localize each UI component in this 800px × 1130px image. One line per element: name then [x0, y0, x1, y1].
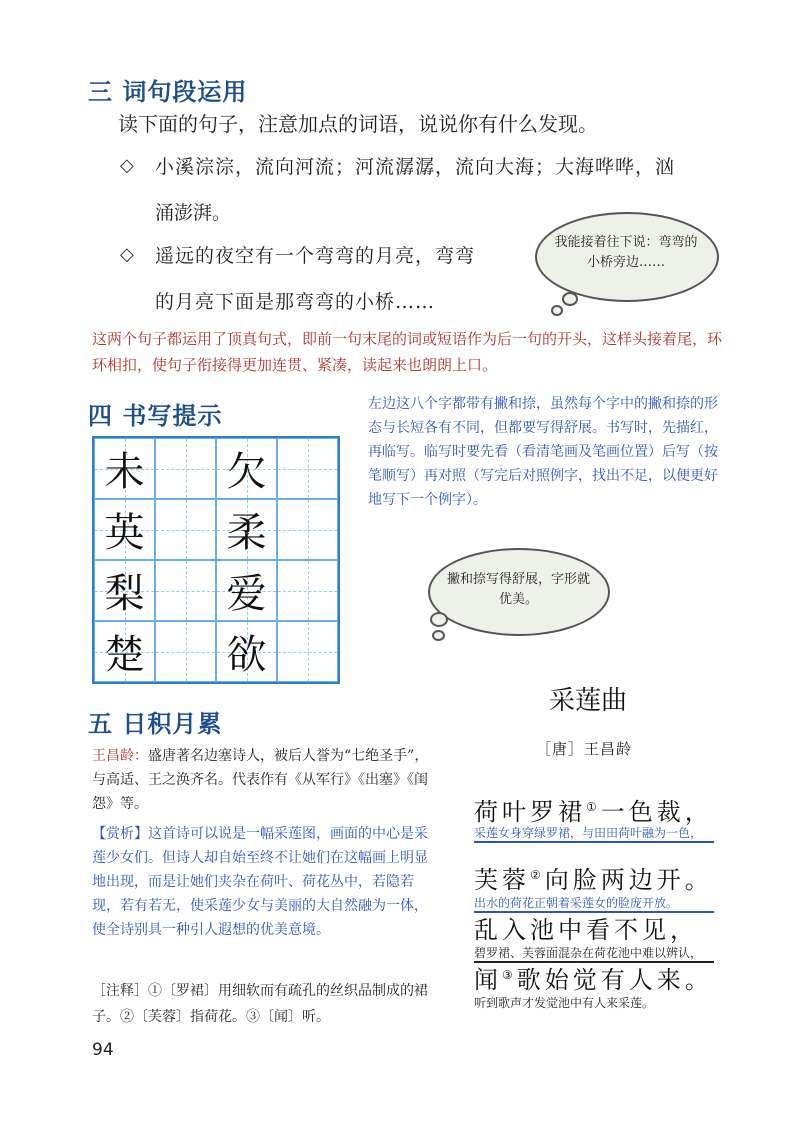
bubble-text: 我能接着往下说：弯弯的小桥旁边…… [554, 235, 698, 270]
bubble-tail-dot [432, 630, 445, 641]
poem-note-3: 碧罗裙、芙蓉面混杂在荷花池中难以辨认， [474, 944, 714, 963]
author-intro-block [92, 744, 432, 816]
appreciation-label: 【赏析】 [92, 826, 148, 842]
bubble-tail-dot [562, 292, 578, 306]
appreciation-block [92, 822, 432, 942]
sentence2-line2: 的月亮下面是那弯弯的小桥…… [155, 291, 436, 313]
poem-line-2 [474, 860, 713, 895]
bubble-tail-dot [551, 305, 563, 316]
footnote-marker: ① [586, 800, 601, 814]
poem-note-2: 出水的荷花正朝着采莲女的脸庞开放。 [474, 894, 714, 913]
author-intro: 盛唐著名边塞诗人，被后人誉为“七绝圣手”，与高适、王之涣齐名。代表作有《从军行》《出塞》《闺怨》等。 [92, 748, 429, 812]
bullet-diamond-icon: ◇ [120, 155, 134, 176]
bubble-text: 撇和捺写得舒展，字形就优美。 [446, 572, 590, 607]
sentence1-line2: 涌澎湃。 [155, 202, 232, 224]
poem-author: ［唐］王昌龄 [536, 740, 633, 758]
example-char: 楚 [104, 632, 145, 678]
grid-cell [94, 621, 155, 682]
example-char: 欲 [226, 632, 267, 678]
grid-cell [277, 438, 338, 499]
grid-cell [277, 560, 338, 621]
poem-line-4 [474, 960, 713, 995]
poem-line-2b: 向脸两边开。 [544, 866, 713, 894]
grid-cell [94, 438, 155, 499]
grid-cell [94, 560, 155, 621]
grid-cell [277, 621, 338, 682]
sentence1-line1: 小溪淙淙，流向河流；河流潺潺，流向大海；大海哗哗，汹 [155, 156, 676, 178]
grid-cell [277, 499, 338, 560]
poem-line-1 [474, 792, 713, 827]
poem-line-4a: 闻 [474, 966, 502, 994]
grid-cell [216, 621, 277, 682]
poem-line-4b: 歌始觉有人来。 [516, 966, 713, 994]
footnote-marker: ② [530, 868, 545, 882]
poem-note-4: 听到歌声才发觉池中有人来采莲。 [474, 996, 655, 1010]
writing-grid [92, 436, 340, 684]
grid-cell [155, 499, 216, 560]
grid-cell [216, 499, 277, 560]
example-char: 未 [104, 449, 145, 495]
annotation: ［注释］①〔罗裙〕用细软而有疏孔的丝织品制成的裙子。②〔芙蓉〕指荷花。③〔闻〕听。 [92, 983, 428, 1025]
sentence2-line1: 遥远的夜空有一个弯弯的月亮，弯弯 [155, 245, 476, 267]
grid-cell [155, 621, 216, 682]
footnote-marker: ③ [502, 968, 517, 982]
section5-title: 五 日积月累 [88, 710, 223, 738]
grid-cell [94, 499, 155, 560]
section3-note: 这两个句子都运用了顶真句式，即前一句末尾的词或短语作为后一句的开头，这样头接着尾，环环相扣，使句子衔接得更加连贯、紧凑，读起来也朗朗上口。 [92, 330, 723, 374]
grid-cell [216, 438, 277, 499]
bullet-diamond-icon: ◇ [120, 244, 134, 265]
section4-title: 四 书写提示 [88, 402, 223, 430]
example-char: 柔 [226, 510, 267, 556]
example-char: 爱 [226, 571, 267, 617]
poem-line-1b: 一色裁， [600, 798, 713, 826]
poem-line-3: 乱入池中看不见， [474, 916, 698, 944]
poem-line-2a: 芙蓉 [474, 866, 530, 894]
grid-cell [216, 560, 277, 621]
bubble-tail-dot [430, 612, 448, 627]
appreciation-text: 这首诗可以说是一幅采莲图，画面的中心是采莲少女们。但诗人却自始至终不让她们在这幅画上明显地出现，而是让她们夹杂在荷叶、荷花丛中，若隐若现，若有若无，使采莲少女与美丽的大自然融为一体，使全诗别具一种引人遐想的优美意境。 [92, 826, 428, 938]
section4-note: 左边这八个字都带有撇和捺，虽然每个字中的撇和捺的形态与长短各有不同，但都要写得舒展。书写时，先描红，再临写。临写时要先看（看清笔画及笔画位置）后写（按笔顺写）再对照（写完后对照例字，找出不足，以便更好地写下一个例字）。 [368, 396, 718, 508]
example-char: 英 [104, 510, 145, 556]
grid-cell [155, 438, 216, 499]
section3-title: 三 词句段运用 [88, 78, 248, 106]
poem-title: 采莲曲 [549, 686, 628, 716]
example-char: 欠 [226, 449, 267, 495]
poem-line-1a: 荷叶罗裙 [474, 798, 586, 826]
author-name: 王昌龄： [92, 748, 148, 764]
poem-note-1: 采莲女身穿绿罗裙，与田田荷叶融为一色， [474, 826, 714, 843]
example-char: 梨 [104, 571, 145, 617]
section3-instruction: 读下面的句子，注意加点的词语，说说你有什么发现。 [118, 112, 598, 136]
grid-cell [155, 560, 216, 621]
page-number: 94 [92, 1040, 114, 1060]
